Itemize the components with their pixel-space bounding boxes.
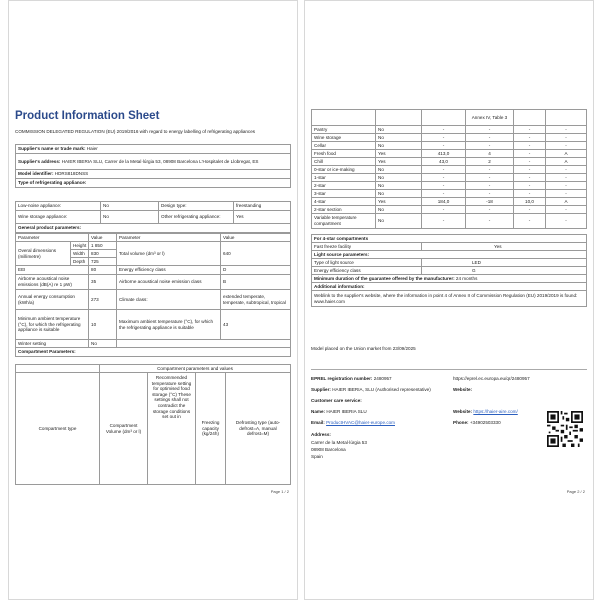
cell: extended temperate, temperate, subtropical, tropical [221,290,291,310]
cell: Climate class: [117,290,221,310]
placed-on-market: Model placed on the Union market from 23/09/2025 [311,346,416,351]
cell: - [422,134,466,142]
annex-note: Annex IV, Table 3 [466,110,514,126]
cell: No [376,166,422,174]
regulation-text: COMMISSION DELEGATED REGULATION (EU) 2019/2016 with regard to energy labelling of refrigerating appliances [15,129,256,134]
email-label: Email: [311,420,325,425]
additional-info-text: Weblink to the supplier's website, where the information in point 4 of Annex II of Commission Regulation (EU) 2019/2019 is found: www.haier.com [312,291,587,307]
total-volume-label: Total volume (dm³ or l) [117,242,221,266]
col-header: Value [89,234,117,242]
col-header: Freezing capacity (kg/24h) [196,373,226,485]
cell: 2 [466,158,514,166]
cell: - [546,126,587,134]
total-volume-value: 640 [221,242,291,266]
four-star-label: For 4-star compartments [312,235,587,243]
address-label: Supplier's address: [18,158,61,164]
cell: - [514,206,546,214]
address-line: Spain [311,454,323,459]
cell: - [514,158,546,166]
winter-value: No [89,340,117,348]
cell: - [514,190,546,198]
guarantee-value: 24 months [455,275,478,281]
cell: - [422,182,466,190]
table-row: 3-star [312,190,376,198]
cell: - [514,214,546,229]
table-row: 4-star [312,198,376,206]
supplier-label: Supplier: [311,387,331,392]
cell: No [376,126,422,134]
table-row: 2-star [312,182,376,190]
cell: Yes [376,198,422,206]
address-value: HAIER IBERIA SLU, Carrer de la Metal·lúrgia 53, 08908 Barcelona L'Hospitalet de Llobregat, ES [61,158,259,164]
cell: - [514,134,546,142]
cell: - [546,214,587,229]
cell: No [376,174,422,182]
dimensions-label: Overal dimensions (millimetre) [16,242,71,266]
cell: - [466,214,514,229]
cell: No [376,190,422,198]
cell: Minimum ambient temperature (°C), for which the refrigerating appliance is suitable [16,310,89,340]
cell: - [546,206,587,214]
type-label: Type of refrigerating appliance: [16,179,291,188]
name-label: Name: [311,409,326,414]
cell: 725 [89,258,117,266]
cell: Yes [376,158,422,166]
cell: -18 [466,198,514,206]
table-row: Wine storage [312,134,376,142]
cell: - [514,142,546,150]
cell: 35 [89,275,117,290]
cell: No [376,134,422,142]
compartment-values-table [311,109,587,229]
table-row: Fresh food [312,150,376,158]
cell: 184,0 [422,198,466,206]
col-header: Value [221,234,291,242]
col-header: Parameter [117,234,221,242]
cell: Annual energy consumption (kWh/a) [16,290,89,310]
supplier-label: Supplier's name or trade mark: [18,146,86,152]
cell: - [466,174,514,182]
phone-value: +34902503330 [469,420,501,425]
cell: Maximum ambient temperature (°C), for which the refrigerating appliance is suitable [117,310,221,340]
cell: - [466,166,514,174]
cell: No [101,211,159,224]
cell: No [101,202,159,211]
cell: - [422,214,466,229]
cell: - [466,182,514,190]
table-row: Variable temperature compartment [312,214,376,229]
supplier-table [15,144,291,188]
cell: Airborne acoustical noise emissions (dB(A) re 1 pW) [16,275,89,290]
fast-freeze-value: Yes [422,243,587,251]
cell: 43 [221,310,291,340]
general-label: General product parameters: [16,224,291,233]
cell: Design type: [159,202,234,211]
eprel-value: 2480957 [373,376,392,381]
cell: No [376,182,422,190]
eprel-link[interactable]: https://eprel.ec.europa.eu/qr/2480957 [453,376,530,381]
eprel-label: EPREL registration number: [311,376,373,381]
cell: - [422,142,466,150]
cell: - [422,126,466,134]
page-number: Page 2 / 2 [566,489,585,494]
col-header: Recommended temperature setting for optimised food storage (°C) These settings shall not contradict the storage conditions set out in [148,373,196,485]
model-label: Model identifier: [18,171,54,177]
divider [311,369,587,370]
fast-freeze-label: Fast freeze facility [312,243,422,251]
cell: B [221,275,291,290]
cell: A [546,158,587,166]
cell: - [546,174,587,182]
cell: - [514,150,546,158]
type-table [15,201,291,233]
supplier-value: HAIER IBERIA, SLU (Authorised representative) [332,387,431,392]
cell: G [422,267,587,275]
cell: 830 [89,250,117,258]
page-2 [304,0,594,600]
light-label: Light source parameters: [312,251,587,259]
cell: Airborne acoustical noise emission class [117,275,221,290]
cell: Yes [234,211,291,224]
cell: Energy efficiency class [117,266,221,275]
cell: - [422,174,466,182]
cell: - [514,182,546,190]
cell: - [422,190,466,198]
cell: - [514,166,546,174]
cell: Yes [376,150,422,158]
table-row: 1-star [312,174,376,182]
cell: 1 850 [89,242,117,250]
cell: - [514,174,546,182]
table-row: Chill [312,158,376,166]
email-link[interactable]: ProductHVAC@haier-europe.com [326,420,395,425]
cell: - [422,166,466,174]
address-label: Address: [311,432,331,437]
cell: Type of light source [312,259,422,267]
table-row: Pantry [312,126,376,134]
website-link[interactable]: https://haier-aire.com/ [473,409,518,414]
phone-label: Phone: [453,420,469,425]
cell: A [546,198,587,206]
qr-code-icon [547,411,583,447]
page-title: Product Information Sheet [15,110,160,122]
cell: Depth [71,258,89,266]
guarantee-label: Minimum duration of the guarantee offered by the manufacturer: [314,275,455,281]
cell: - [546,134,587,142]
col-header: Compartment type [16,373,100,485]
cell: No [376,142,422,150]
cell: No [376,214,422,229]
cell: 43,0 [422,158,466,166]
cell: - [546,190,587,198]
customer-service-label: Customer care service: [311,398,362,403]
cell: - [546,182,587,190]
cell: - [466,142,514,150]
cell: Width [71,250,89,258]
cell: Low-noise appliance: [16,202,101,211]
compartment-label: Compartment Parameters: [16,348,291,357]
cell: Energy efficiency class [312,267,422,275]
website-label: Website: [453,409,473,414]
name-value: HAIER IBERIA SLU [326,409,367,414]
cell: - [466,126,514,134]
table-row: 0-star or ice-making [312,166,376,174]
col-header: Parameter [16,234,89,242]
cell: Height [71,242,89,250]
cell: 80 [89,266,117,275]
cell: freestanding [234,202,291,211]
cell: D [221,266,291,275]
additional-info-label: Additional information: [312,283,587,291]
col-header: Defrosting type (auto-defrost=A, manual defrost=M) [226,373,291,485]
page-number: Page 1 / 2 [270,489,289,494]
cell: - [546,166,587,174]
model-value: HDRS818DNSS [54,171,89,177]
extra-params-table [311,234,587,307]
cell: - [422,206,466,214]
compartment-group-header: Compartment parameters and values [100,365,291,373]
address-line: 08908 Barcelona [311,447,346,452]
winter-label: Winter setting [16,340,89,348]
cell: No [376,206,422,214]
cell: Other refrigerating appliance: [159,211,234,224]
website-label: Website: [453,387,473,392]
cell: - [466,190,514,198]
supplier-value: Haier [86,146,98,152]
cell: Wine storage appliance: [16,211,101,224]
cell: EEI [16,266,89,275]
col-header: Compartment Volume (dm³ or l) [100,373,148,485]
table-row: 2-star section [312,206,376,214]
cell: 10 [89,310,117,340]
cell: - [514,126,546,134]
cell: LED [422,259,587,267]
cell: A [546,150,587,158]
cell: 273 [89,290,117,310]
cell: 413,0 [422,150,466,158]
page-1 [8,0,298,600]
general-table [15,233,291,357]
cell: 4 [466,150,514,158]
cell: - [466,134,514,142]
cell: - [466,206,514,214]
address-line: Carrer de la Metal·lúrgia 53 [311,440,367,445]
cell: - [546,142,587,150]
table-row: Cellar [312,142,376,150]
cell: 10,0 [514,198,546,206]
compartment-header-table [15,364,291,485]
